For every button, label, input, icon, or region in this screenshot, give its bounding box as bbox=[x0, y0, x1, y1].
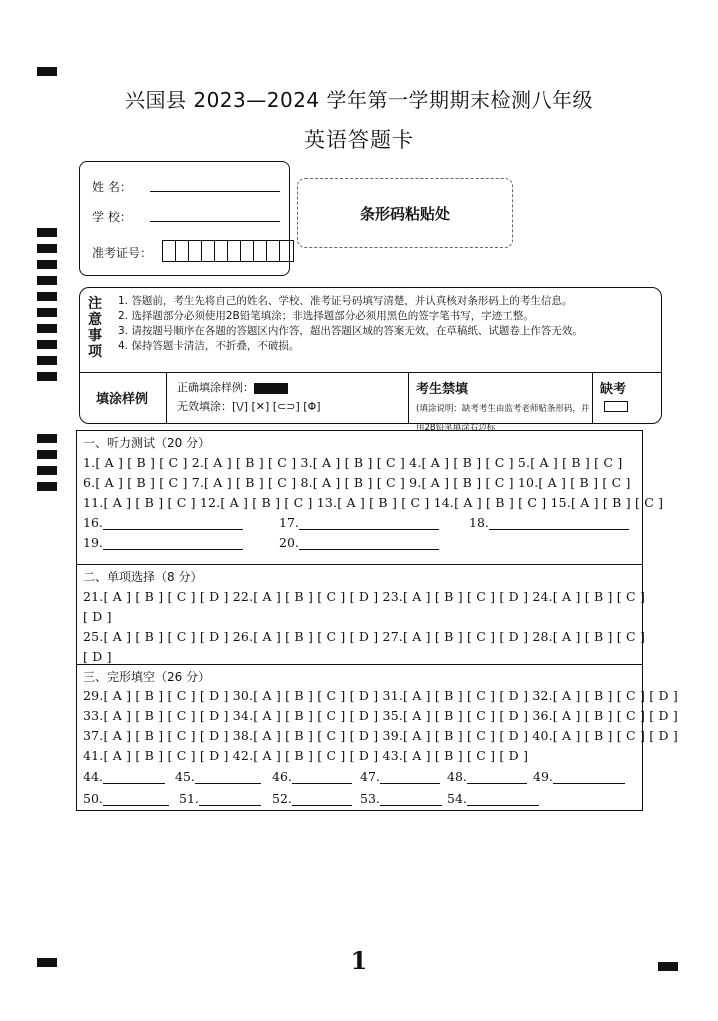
student-info-box bbox=[79, 161, 290, 276]
blank-answer[interactable]: 54. bbox=[447, 791, 539, 806]
blank-answer[interactable]: 45. bbox=[175, 769, 261, 784]
blank-answer[interactable]: 17. bbox=[279, 515, 439, 530]
school-row bbox=[92, 208, 132, 225]
section-heading: 二、单项选择（8 分） bbox=[83, 570, 203, 584]
forbid-title: 考生禁填 bbox=[416, 382, 469, 397]
answer-area bbox=[76, 430, 678, 811]
section-heading: 一、听力测试（20 分） bbox=[83, 436, 211, 450]
answer-row[interactable]: [ D ] bbox=[83, 649, 112, 664]
timing-mark bbox=[37, 260, 57, 269]
timing-mark bbox=[37, 466, 57, 475]
name-label: 姓 名： bbox=[92, 180, 132, 194]
blank-answer[interactable]: 52. bbox=[272, 791, 352, 806]
notice-item: 4. 保持答题卡清洁，不折叠，不破损。 bbox=[118, 340, 300, 352]
answer-row[interactable]: 41.[ A ] [ B ] [ C ] [ D ] 42.[ A ] [ B ] [ C ] [ D ] 43.[ A ] [ B ] [ C ] [ D ] bbox=[83, 748, 529, 763]
blank-answer[interactable]: 50. bbox=[83, 791, 169, 806]
invalid-fill-label: 无效填涂： bbox=[177, 400, 232, 413]
barcode-area: 条形码粘贴处 bbox=[297, 178, 513, 248]
notice-item: 1. 答题前，考生先将自己的姓名、学校、准考证号码填写清楚，并认真核对条形码上的考生信息。 bbox=[118, 295, 573, 307]
timing-mark bbox=[37, 244, 57, 253]
blank-answer[interactable]: 47. bbox=[360, 769, 440, 784]
divider bbox=[408, 372, 409, 423]
timing-mark bbox=[37, 324, 57, 333]
page-subtitle: 英语答题卡 bbox=[304, 128, 414, 152]
answer-row[interactable]: 29.[ A ] [ B ] [ C ] [ D ] 30.[ A ] [ B ] [ C ] [ D ] 31.[ A ] [ B ] [ C ] [ D ] 32.[ A ] [ B ] [ C ] [ D ] bbox=[83, 688, 678, 703]
fill-sample-label: 填涂样例 bbox=[96, 392, 149, 407]
divider bbox=[80, 372, 661, 373]
section-divider bbox=[77, 664, 642, 665]
answer-row[interactable]: 33.[ A ] [ B ] [ C ] [ D ] 34.[ A ] [ B ] [ C ] [ D ] 35.[ A ] [ B ] [ C ] [ D ] 36.[ A ] [ B ] [ C ] [ D ] bbox=[83, 708, 678, 723]
timing-mark bbox=[37, 372, 57, 381]
blank-answer[interactable]: 48. bbox=[447, 769, 527, 784]
notice-label: 注意事项 bbox=[88, 296, 102, 360]
page-title: 兴国县 2023—2024 学年第一学期期末检测八年级 bbox=[124, 88, 593, 112]
timing-mark bbox=[37, 450, 57, 459]
timing-mark bbox=[37, 482, 57, 491]
timing-mark bbox=[37, 276, 57, 285]
exam-number-label: 准考证号： bbox=[92, 246, 153, 260]
blank-answer[interactable]: 18. bbox=[469, 515, 629, 530]
filled-bubble-sample bbox=[254, 383, 288, 394]
blank-answer[interactable]: 51. bbox=[179, 791, 261, 806]
timing-mark bbox=[37, 434, 57, 443]
blank-answer[interactable]: 46. bbox=[272, 769, 352, 784]
exam-number-row bbox=[92, 244, 152, 261]
name-row bbox=[92, 178, 132, 195]
school-label: 学 校： bbox=[92, 210, 132, 224]
page-number: 1 bbox=[350, 946, 368, 975]
timing-mark bbox=[37, 308, 57, 317]
notice-item: 3. 请按题号顺序在各题的答题区内作答，超出答题区域的答案无效，在草稿纸、试题卷上作答无效。 bbox=[118, 325, 583, 337]
answer-row[interactable]: 11.[ A ] [ B ] [ C ] 12.[ A ] [ B ] [ C ] 13.[ A ] [ B ] [ C ] 14.[ A ] [ B ] [ C ] 15.[ A ] [ B ] [ C ] bbox=[83, 495, 664, 510]
timing-mark bbox=[37, 356, 57, 365]
blank-answer[interactable]: 49. bbox=[533, 769, 625, 784]
exam-number-cells[interactable] bbox=[162, 240, 294, 262]
correct-fill-label: 正确填涂样例： bbox=[177, 381, 254, 394]
name-field[interactable] bbox=[150, 191, 280, 192]
answer-row[interactable]: [ D ] bbox=[83, 609, 112, 624]
section-heading: 三、完形填空（26 分） bbox=[83, 670, 211, 684]
answer-row[interactable]: 6.[ A ] [ B ] [ C ] 7.[ A ] [ B ] [ C ] 8.[ A ] [ B ] [ C ] 9.[ A ] [ B ] [ C ] 10.[ A ] [ B ] [ C ] bbox=[83, 475, 631, 490]
fill-examples bbox=[177, 378, 321, 416]
answer-row[interactable]: 25.[ A ] [ B ] [ C ] [ D ] 26.[ A ] [ B ] [ C ] [ D ] 27.[ A ] [ B ] [ C ] [ D ] 28.[ A ] [ B ] [ C ] bbox=[83, 629, 646, 644]
answer-row[interactable]: 37.[ A ] [ B ] [ C ] [ D ] 38.[ A ] [ B ] [ C ] [ D ] 39.[ A ] [ B ] [ C ] [ D ] 40.[ A ] [ B ] [ C ] [ D ] bbox=[83, 728, 678, 743]
timing-mark bbox=[37, 67, 57, 76]
divider bbox=[166, 372, 167, 423]
school-field[interactable] bbox=[150, 221, 280, 222]
absent-label: 缺考 bbox=[600, 382, 627, 397]
timing-mark bbox=[37, 340, 57, 349]
blank-answer[interactable]: 44. bbox=[83, 769, 165, 784]
absent-checkbox[interactable] bbox=[604, 401, 628, 412]
blank-answer[interactable]: 19. bbox=[83, 535, 243, 550]
notice-item: 2. 选择题部分必须使用2B铅笔填涂；非选择题部分必须用黑色的签字笔书写，字迹工整。 bbox=[118, 310, 534, 322]
blank-answer[interactable]: 16. bbox=[83, 515, 243, 530]
invalid-fill-marks: [\/] [✕] [⊂⊃] [Φ] bbox=[232, 400, 321, 413]
timing-mark bbox=[37, 292, 57, 301]
notice-box bbox=[79, 287, 662, 433]
answer-row[interactable]: 1.[ A ] [ B ] [ C ] 2.[ A ] [ B ] [ C ] 3.[ A ] [ B ] [ C ] 4.[ A ] [ B ] [ C ] 5.[ A ] [ B ] [ C ] bbox=[83, 455, 623, 470]
answer-row[interactable]: 21.[ A ] [ B ] [ C ] [ D ] 22.[ A ] [ B ] [ C ] [ D ] 23.[ A ] [ B ] [ C ] [ D ] 24.[ A ] [ B ] [ C ] bbox=[83, 589, 646, 604]
blank-answer[interactable]: 53. bbox=[360, 791, 442, 806]
notice-items bbox=[118, 294, 663, 354]
forbid-note: (填涂说明：缺考考生由监考老师贴条形码，并用2B铅笔填涂右边标 bbox=[416, 404, 590, 433]
timing-mark bbox=[37, 228, 57, 237]
blank-answer[interactable]: 20. bbox=[279, 535, 439, 550]
section-divider bbox=[77, 564, 642, 565]
